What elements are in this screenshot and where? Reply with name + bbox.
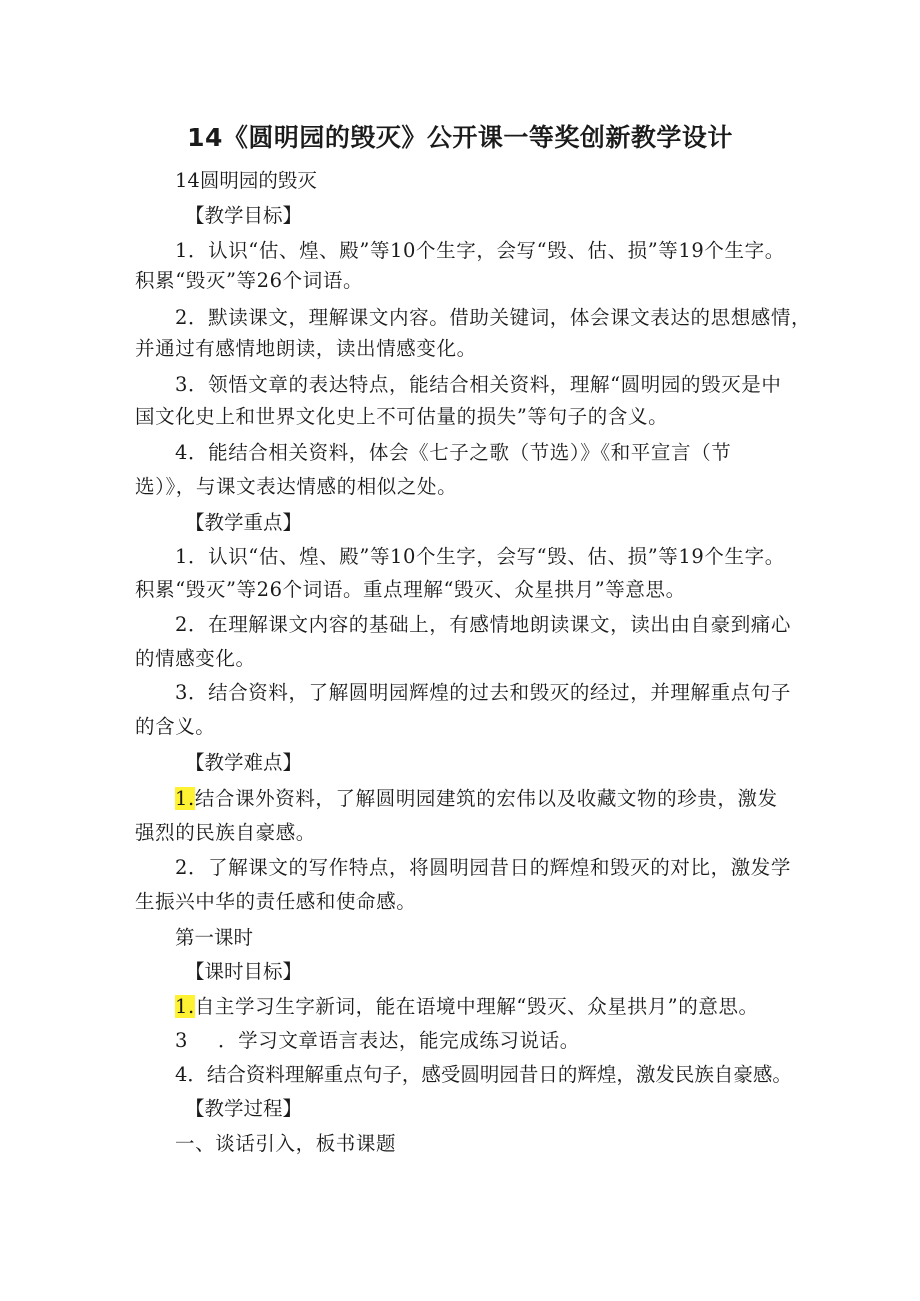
lesson-one-heading: 第一课时 [175, 926, 254, 949]
difficulty-1-text: 结合课外资料，了解圆明园建筑的宏伟以及收藏文物的珍贵，激发 [194, 787, 778, 810]
goal-2-line-1: 2．默读课文，理解课文内容。借助关键词，体会课文表达的思想感情， [175, 306, 812, 329]
document-title: 14《圆明园的毁灭》公开课一等奖创新教学设计 [187, 123, 733, 152]
lesson-goal-1-text: 自主学习生字新词，能在语境中理解“毁灭、众星拱月”的意思。 [194, 995, 759, 1018]
goal-4-line-2: 选）》，与课文表达情感的相似之处。 [135, 475, 458, 498]
goal-3-line-2: 国文化史上和世界文化史上不可估量的损失”等句子的含义。 [135, 405, 669, 428]
goal-4-line-1: 4．能结合相关资料，体会《七子之歌（节选）》《和平宣言（节 [175, 441, 732, 464]
key-heading: 【教学重点】 [185, 511, 303, 534]
key-3-line-2: 的含义。 [135, 715, 216, 738]
process-step-1: 一、谈话引入，板书课题 [175, 1132, 397, 1155]
key-3-line-1: 3．结合资料，了解圆明园辉煌的过去和毁灭的经过，并理解重点句子 [175, 681, 792, 704]
key-2-line-1: 2．在理解课文内容的基础上，有感情地朗读课文，读出由自豪到痛心 [175, 613, 792, 636]
lesson-goal-3-text: ．学习文章语言表达，能完成练习说话。 [218, 1029, 580, 1052]
difficulty-2-line-2: 生振兴中华的责任感和使命感。 [135, 890, 417, 913]
lesson-goals-heading: 【课时目标】 [185, 960, 303, 983]
goal-1-line-1: 1．认识“估、煌、殿”等10个生字，会写“毁、估、损”等19个生字。 [175, 239, 785, 262]
highlighted-number: 1. [175, 995, 195, 1018]
lesson-goal-3 [175, 1028, 580, 1054]
goal-1-line-2: 积累“毁灭”等26个词语。 [135, 269, 364, 292]
highlighted-number: 1. [175, 787, 195, 810]
difficulty-1-line-1 [175, 786, 778, 812]
key-1-line-1: 1．认识“估、煌、殿”等10个生字，会写“毁、估、损”等19个生字。 [175, 545, 785, 568]
difficulty-1-line-2: 强烈的民族自豪感。 [135, 821, 316, 844]
subtitle: 14圆明园的毁灭 [175, 169, 317, 192]
key-1-line-2: 积累“毁灭”等26个词语。重点理解“毁灭、众星拱月”等意思。 [135, 578, 686, 601]
goals-heading: 【教学目标】 [185, 204, 303, 227]
process-heading: 【教学过程】 [185, 1097, 303, 1120]
goal-3-line-1: 3．领悟文章的表达特点，能结合相关资料，理解“圆明园的毁灭是中 [175, 373, 782, 396]
key-2-line-2: 的情感变化。 [135, 647, 256, 670]
lesson-goal-4: 4．结合资料理解重点句子，感受圆明园昔日的辉煌，激发民族自豪感。 [175, 1063, 792, 1086]
difficulty-2-line-1: 2．了解课文的写作特点，将圆明园昔日的辉煌和毁灭的对比，激发学 [175, 856, 792, 879]
difficulty-heading: 【教学难点】 [185, 751, 303, 774]
lesson-goal-1 [175, 994, 759, 1020]
lesson-goal-3-num: 3 [175, 1029, 189, 1052]
goal-2-line-2: 并通过有感情地朗读，读出情感变化。 [135, 337, 477, 360]
